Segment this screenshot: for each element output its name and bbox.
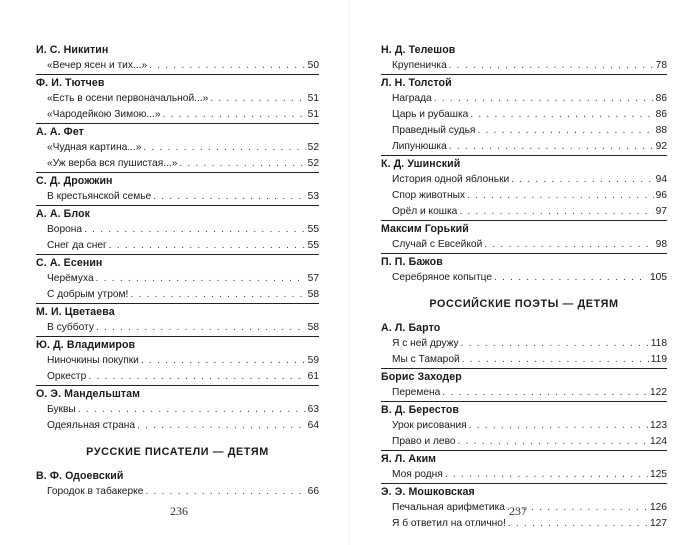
toc-entry[interactable] — [36, 107, 319, 123]
author-name: И. С. Никитин — [36, 44, 109, 56]
author-block — [381, 450, 667, 483]
toc-entry[interactable] — [381, 172, 667, 188]
toc-entry[interactable] — [381, 188, 667, 204]
toc-entry[interactable] — [36, 271, 319, 287]
author-name: Э. Э. Мошковская — [381, 483, 667, 500]
dot-leader — [507, 500, 648, 516]
toc-entry[interactable] — [36, 402, 319, 418]
page-gutter — [349, 0, 351, 545]
section-heading-russian-writers: РУССКИЕ ПИСАТЕЛИ — ДЕТЯМ — [86, 446, 269, 458]
toc-entry[interactable] — [381, 270, 667, 286]
dot-leader — [210, 91, 305, 107]
author-block — [36, 303, 319, 336]
entry-title: Я с ней дружу — [392, 338, 459, 349]
entry-page-number: 127 — [650, 518, 667, 529]
author-name: Я. Л. Аким — [381, 450, 667, 467]
dot-leader — [442, 385, 648, 401]
entry-page-number: 53 — [307, 191, 319, 202]
toc-entry[interactable] — [36, 484, 319, 500]
author-block — [381, 253, 667, 286]
toc-entry[interactable] — [36, 369, 319, 385]
entry-title: Черёмуха — [47, 273, 94, 284]
author-block — [36, 123, 319, 172]
toc-entry[interactable] — [381, 352, 667, 368]
dot-leader — [511, 172, 653, 188]
entry-title: Царь и рубашка — [392, 109, 469, 120]
dot-leader — [88, 369, 305, 385]
entry-page-number: 94 — [655, 174, 667, 185]
toc-entry[interactable] — [381, 237, 667, 253]
author-name: Ф. И. Тютчев — [36, 74, 319, 91]
dot-leader — [153, 189, 305, 205]
entry-title: Липунюшка — [392, 141, 447, 152]
entry-title: «Чудная картина...» — [47, 142, 142, 153]
entry-title: Серебряное копытце — [392, 272, 493, 283]
author-name: С. А. Есенин — [36, 254, 319, 271]
entry-title: Перемена — [392, 387, 441, 398]
author-name: В. Ф. Одоевский — [36, 470, 124, 482]
author-name: А. А. Блок — [36, 205, 319, 222]
author-block — [36, 336, 319, 385]
entry-title: «Уж верба вся пушистая...» — [47, 158, 178, 169]
entry-title: «Есть в осени первоначальной...» — [47, 93, 209, 104]
toc-entry[interactable] — [36, 320, 319, 336]
author-block — [36, 205, 319, 254]
entry-page-number: 63 — [307, 404, 319, 415]
entry-page-number: 61 — [307, 371, 319, 382]
entry-page-number: 122 — [650, 387, 667, 398]
entry-title: Случай с Евсейкой — [392, 239, 483, 250]
toc-entry[interactable] — [36, 418, 319, 434]
entry-page-number: 105 — [650, 272, 667, 283]
author-name: Л. Н. Толстой — [381, 74, 667, 91]
author-block — [381, 401, 667, 450]
dot-leader — [130, 287, 305, 303]
entry-page-number: 125 — [650, 469, 667, 480]
entry-page-number: 66 — [307, 486, 319, 497]
dot-leader — [461, 336, 649, 352]
author-name: О. Э. Мандельштам — [36, 385, 319, 402]
author-name: Ю. Д. Владимиров — [36, 336, 319, 353]
right-sections — [381, 42, 667, 286]
entry-title: История одной яблоньки — [392, 174, 510, 185]
entry-page-number: 59 — [307, 355, 319, 366]
entry-page-number: 51 — [307, 93, 319, 104]
entry-page-number: 126 — [650, 502, 667, 513]
entry-title: С добрым утром! — [47, 289, 129, 300]
right-page-number: 237 — [509, 504, 527, 518]
dot-leader — [508, 516, 648, 532]
entry-page-number: 98 — [655, 239, 667, 250]
entry-title: Крупеничка — [392, 60, 447, 71]
dot-leader — [163, 107, 306, 123]
toc-entry[interactable] — [381, 204, 667, 220]
dot-leader — [467, 188, 654, 204]
dot-leader — [141, 353, 306, 369]
entry-page-number: 58 — [307, 289, 319, 300]
entry-title: Мы с Тамарой — [392, 354, 460, 365]
toc-entry[interactable] — [36, 91, 319, 107]
entry-page-number: 86 — [655, 93, 667, 104]
author-block — [381, 155, 667, 220]
entry-page-number: 96 — [655, 190, 667, 201]
entry-page-number: 51 — [307, 109, 319, 120]
toc-entry[interactable] — [381, 418, 667, 434]
author-name: С. Д. Дрожжин — [36, 172, 319, 189]
toc-entry[interactable] — [381, 434, 667, 450]
dot-leader — [96, 271, 306, 287]
toc-entry[interactable] — [381, 123, 667, 139]
dot-leader — [78, 402, 306, 418]
entry-title: Я б ответил на отлично! — [392, 518, 506, 529]
dot-leader — [494, 270, 648, 286]
entry-title: Печальная арифметика — [392, 502, 505, 513]
entry-page-number: 92 — [655, 141, 667, 152]
entry-page-number: 124 — [650, 436, 667, 447]
toc-entry[interactable] — [36, 189, 319, 205]
left-sections — [36, 42, 319, 434]
dot-leader — [462, 352, 649, 368]
dot-leader — [137, 418, 306, 434]
entry-page-number: 52 — [307, 158, 319, 169]
entry-title: Праведный судья — [392, 125, 476, 136]
author-block — [381, 220, 667, 253]
author-block — [36, 74, 319, 123]
author-block — [36, 468, 319, 500]
entry-title: Одеяльная страна — [47, 420, 136, 431]
entry-page-number: 86 — [655, 109, 667, 120]
entry-title: Буквы — [47, 404, 76, 415]
toc-entry[interactable] — [381, 91, 667, 107]
entry-page-number: 88 — [655, 125, 667, 136]
entry-title: «Чародейкою Зимою...» — [47, 109, 161, 120]
author-block — [36, 172, 319, 205]
author-block — [36, 254, 319, 303]
author-block — [36, 385, 319, 434]
entry-page-number: 78 — [655, 60, 667, 71]
entry-title: Ворона — [47, 224, 83, 235]
right-page-toc — [381, 42, 667, 532]
author-name: К. Д. Ушинский — [381, 155, 667, 172]
toc-entry[interactable] — [36, 140, 319, 156]
author-block — [381, 42, 667, 74]
entry-title: Ниночкины покупки — [47, 355, 139, 366]
entry-page-number: 97 — [655, 206, 667, 217]
dot-leader — [484, 237, 653, 253]
entry-title: «Вечер ясен и тих...» — [47, 60, 148, 71]
entry-title: Моя родня — [392, 469, 443, 480]
entry-title: Награда — [392, 93, 432, 104]
entry-title: В субботу — [47, 322, 94, 333]
right-sections-after — [381, 320, 667, 532]
toc-entry[interactable] — [36, 353, 319, 369]
toc-entry[interactable] — [381, 58, 667, 74]
left-sections-after — [36, 468, 319, 500]
dot-leader — [477, 123, 653, 139]
dot-leader — [179, 156, 305, 172]
toc-entry[interactable] — [36, 222, 319, 238]
dot-leader — [145, 484, 305, 500]
dot-leader — [449, 58, 654, 74]
entry-page-number: 50 — [307, 60, 319, 71]
entry-title: Урок рисования — [392, 420, 467, 431]
author-name: Максим Горький — [381, 220, 667, 237]
dot-leader — [470, 107, 653, 123]
dot-leader — [96, 320, 306, 336]
dot-leader — [445, 467, 648, 483]
dot-leader — [109, 238, 306, 254]
author-name: М. И. Цветаева — [36, 303, 319, 320]
entry-page-number: 55 — [307, 224, 319, 235]
entry-page-number: 52 — [307, 142, 319, 153]
toc-entry[interactable] — [381, 385, 667, 401]
author-name: В. Д. Берестов — [381, 401, 667, 418]
dot-leader — [434, 91, 654, 107]
author-block — [381, 74, 667, 155]
author-name: А. Л. Барто — [381, 322, 441, 334]
entry-page-number: 58 — [307, 322, 319, 333]
entry-page-number: 118 — [650, 338, 667, 349]
toc-entry[interactable] — [381, 336, 667, 352]
toc-entry[interactable] — [36, 58, 319, 74]
toc-entry[interactable] — [381, 107, 667, 123]
entry-page-number: 55 — [307, 240, 319, 251]
toc-entry[interactable] — [36, 156, 319, 172]
section-heading-russian-poets: РОССИЙСКИЕ ПОЭТЫ — ДЕТЯМ — [429, 298, 619, 310]
entry-page-number: 64 — [307, 420, 319, 431]
entry-title: Орёл и кошка — [392, 206, 458, 217]
toc-entry[interactable] — [381, 139, 667, 155]
entry-title: Оркестр — [47, 371, 87, 382]
dot-leader — [469, 418, 648, 434]
author-block — [381, 320, 667, 368]
entry-title: Право и лево — [392, 436, 456, 447]
entry-title: Городок в табакерке — [47, 486, 144, 497]
entry-title: В крестьянской семье — [47, 191, 152, 202]
toc-entry[interactable] — [36, 287, 319, 303]
left-page-toc — [36, 42, 319, 500]
dot-leader — [149, 58, 306, 74]
author-block — [381, 368, 667, 401]
author-name: Н. Д. Телешов — [381, 44, 456, 56]
author-block — [36, 42, 319, 74]
entry-page-number: 119 — [650, 354, 667, 365]
author-name: П. П. Бажов — [381, 253, 667, 270]
dot-leader — [84, 222, 306, 238]
dot-leader — [143, 140, 305, 156]
left-page-number: 236 — [170, 504, 188, 518]
author-name: Борис Заходер — [381, 368, 667, 385]
toc-entry[interactable] — [36, 238, 319, 254]
dot-leader — [459, 204, 653, 220]
entry-title: Снег да снег — [47, 240, 107, 251]
dot-leader — [458, 434, 648, 450]
dot-leader — [449, 139, 654, 155]
toc-entry[interactable] — [381, 467, 667, 483]
author-name: А. А. Фет — [36, 123, 319, 140]
entry-page-number: 123 — [650, 420, 667, 431]
entry-title: Спор животных — [392, 190, 465, 201]
entry-page-number: 57 — [307, 273, 319, 284]
